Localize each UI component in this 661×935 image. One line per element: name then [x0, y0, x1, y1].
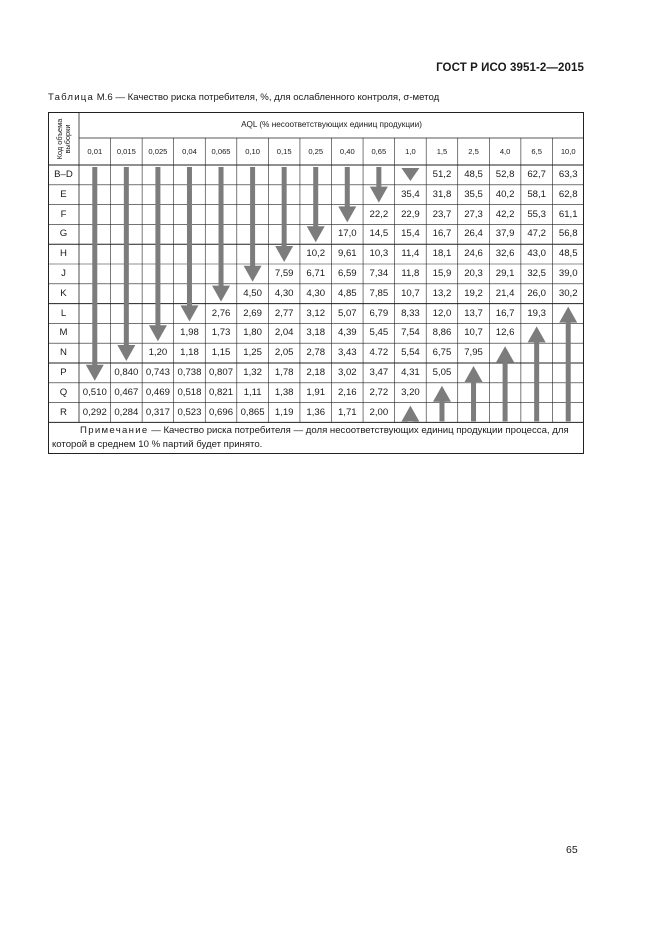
table-cell: 3,20: [401, 386, 420, 398]
table-cell: 26,0: [527, 287, 546, 299]
table-cell: 11,4: [401, 248, 420, 260]
arrow-up-icon: [433, 386, 451, 422]
table-cell: 1,80: [243, 327, 262, 339]
caption-number: М.6: [96, 92, 113, 103]
table-cell: 2,18: [306, 367, 326, 378]
table-cell: 48,5: [558, 248, 578, 260]
table-cell: 0,743: [145, 367, 170, 378]
table-cell: 8,33: [401, 307, 420, 319]
table-cell: 23,7: [432, 208, 452, 220]
row-code: R: [60, 406, 67, 418]
table-cell: 12,6: [495, 327, 515, 339]
arrow-down-icon: [212, 167, 230, 302]
table-cell: 1,38: [274, 386, 294, 398]
table-cell: 42,2: [495, 208, 515, 220]
table-cell: 0,523: [177, 406, 202, 418]
table-cell: 10,7: [464, 327, 483, 339]
table-cell: 4,31: [401, 367, 420, 378]
table-cell: 2,72: [369, 386, 389, 398]
table-cell: 10,3: [369, 248, 389, 260]
row-code: G: [59, 228, 68, 240]
table-cell: 3,02: [337, 367, 357, 378]
table-cell: 13,2: [432, 287, 452, 299]
table-note: [52, 424, 582, 452]
table-cell: 0,738: [177, 367, 202, 378]
aql-column-header: 0,40: [339, 147, 355, 156]
row-code: Q: [59, 386, 68, 398]
table-cell: 1,19: [274, 406, 294, 418]
table-cell: 30,2: [558, 287, 578, 299]
table-cell: 5,45: [369, 327, 389, 339]
table-cell: 2,69: [243, 307, 262, 319]
table-cell: 3,12: [306, 307, 326, 319]
table-cell: 63,3: [558, 169, 578, 180]
aql-column-header: 2,5: [468, 147, 479, 156]
page-number: 65: [566, 844, 578, 856]
table-cell: 0,284: [114, 406, 139, 418]
table-cell: 1,36: [306, 406, 326, 418]
table-cell: 3,18: [306, 327, 326, 339]
risk-table: [48, 112, 584, 454]
table-cell: 10,7: [401, 287, 420, 299]
table-cell: 2,00: [369, 406, 389, 418]
table-cell: 19,3: [527, 307, 546, 319]
aql-column-header: 0,04: [182, 147, 197, 156]
table-cell: 4,30: [274, 287, 294, 299]
table-cell: 27,3: [464, 208, 483, 220]
table-cell: 16,7: [495, 307, 515, 319]
table-cell: 35,4: [401, 188, 420, 200]
table-cell: 21,4: [495, 287, 515, 299]
aql-column-header: 0,10: [245, 147, 260, 156]
arrow-down-icon: [338, 167, 356, 222]
table-cell: 20,3: [464, 268, 483, 279]
table-cell: 5,05: [432, 367, 452, 378]
table-cell: 10,2: [306, 248, 326, 260]
table-cell: 7,59: [274, 268, 294, 279]
table-cell: 0,317: [145, 406, 170, 418]
table-cell: 5,54: [401, 347, 420, 359]
table-cell: 1,20: [148, 347, 168, 359]
aql-column-header: 0,65: [371, 147, 387, 156]
table-cell: 7,54: [401, 327, 420, 339]
aql-column-header: 10,0: [560, 147, 576, 156]
table-cell: 2,16: [337, 386, 357, 398]
row-code: L: [60, 307, 67, 319]
arrow-up-icon: [401, 406, 419, 422]
row-code: P: [60, 367, 67, 378]
table-cell: 3,47: [369, 367, 389, 378]
table-cell: 17,0: [337, 228, 357, 240]
table-cell: 43,0: [527, 248, 546, 260]
aql-column-header: 0,15: [276, 147, 292, 156]
table-cell: 1,71: [337, 406, 357, 418]
table-cell: 0,840: [114, 367, 139, 378]
aql-header: AQL (% несоответствующих единиц продукции): [241, 120, 422, 129]
table-cell: 51,2: [432, 169, 452, 180]
table-cell: 16,7: [432, 228, 452, 240]
table-cell: 0,807: [209, 367, 234, 378]
row-code: N: [60, 347, 67, 359]
aql-column-header: 1,0: [405, 147, 416, 156]
table-cell: 48,5: [464, 169, 483, 180]
table-cell: 0,821: [209, 386, 234, 398]
aql-column-header: 6,5: [531, 147, 542, 156]
table-cell: 62,8: [558, 188, 578, 200]
caption-text: — Качество риска потребителя, %, для ослабленного контроля, σ-метод: [115, 92, 440, 103]
table-cell: 29,1: [495, 268, 515, 279]
row-code: J: [61, 268, 66, 279]
table-cell: 11,8: [401, 268, 420, 279]
table-cell: 3,43: [337, 347, 357, 359]
code-header: [48, 112, 79, 165]
table-cell: 58,1: [527, 188, 546, 200]
table-cell: 0,469: [145, 386, 170, 398]
table-cell: 7,85: [369, 287, 389, 299]
table-cell: 1,25: [243, 347, 262, 359]
table-cell: 2,76: [211, 307, 231, 319]
table-cell: 1,91: [306, 386, 326, 398]
aql-column-header: 0,065: [211, 147, 231, 156]
table-cell: 0,510: [82, 386, 107, 398]
table-cell: 12,0: [432, 307, 452, 319]
standard-header: ГОСТ Р ИСО 3951-2—2015: [436, 62, 584, 74]
aql-column-header: 4,0: [499, 147, 511, 156]
table-cell: 4,50: [243, 287, 262, 299]
note-text: — Качество риска потребителя — доля несоответствующих единиц продукции процесса, для которой в среднем 10 % партий будет принято.: [52, 425, 569, 450]
table-cell: 22,2: [369, 208, 389, 220]
caption-prefix: Таблица: [48, 92, 95, 103]
arrow-down-icon: [275, 167, 293, 262]
table-cell: 13,7: [464, 307, 483, 319]
table-cell: 0,292: [82, 406, 107, 418]
row-code: K: [60, 287, 67, 299]
code-header-text: Код объема выборки: [54, 118, 72, 159]
table-cell: 5,07: [337, 307, 357, 319]
table-cell: 1,15: [211, 347, 231, 359]
row-code: F: [60, 208, 67, 220]
table-cell: 1,73: [211, 327, 231, 339]
row-code: E: [60, 188, 67, 200]
table-cell: 1,18: [180, 347, 199, 359]
note-label: Примечание: [80, 425, 149, 436]
row-code: B–D: [54, 169, 73, 180]
table-cell: 37,9: [495, 228, 515, 240]
table-cell: 9,61: [337, 248, 357, 260]
table-cell: 32,6: [495, 248, 515, 260]
table-cell: 7,34: [369, 268, 389, 279]
table-cell: 32,5: [527, 268, 546, 279]
table-cell: 40,2: [495, 188, 515, 200]
table-cell: 6,79: [369, 307, 389, 319]
table-cell: 19,2: [464, 287, 483, 299]
table-cell: 47,2: [527, 228, 546, 240]
arrow-up-icon: [496, 346, 514, 421]
arrow-down-icon: [401, 168, 419, 181]
table-cell: 39,0: [558, 268, 578, 279]
row-code: M: [59, 327, 68, 339]
aql-column-header: 0,015: [116, 147, 136, 156]
table-cell: 1,32: [243, 367, 262, 378]
table-cell: 1,11: [243, 386, 262, 398]
table-cell: 55,3: [527, 208, 546, 220]
table-cell: 56,8: [558, 228, 578, 240]
table-cell: 1,98: [180, 327, 199, 339]
row-code: H: [60, 248, 67, 260]
table-cell: 24,6: [464, 248, 483, 260]
table-cell: 4,85: [337, 287, 357, 299]
arrow-down-icon: [86, 167, 104, 381]
aql-column-header: 1,5: [436, 147, 448, 156]
table-cell: 2,78: [306, 347, 326, 359]
table-cell: 4,39: [337, 327, 357, 339]
table-cell: 2,05: [274, 347, 294, 359]
table-cell: 0,518: [177, 386, 202, 398]
table-cell: 4,30: [306, 287, 326, 299]
arrow-up-icon: [465, 366, 483, 421]
table-cell: 6,59: [337, 268, 357, 279]
arrow-up-icon: [528, 326, 546, 421]
table-cell: 61,1: [558, 208, 578, 220]
table-cell: 26,4: [464, 228, 483, 240]
arrow-down-icon: [149, 167, 167, 341]
table-cell: 7,95: [464, 347, 483, 359]
table-caption: [48, 92, 439, 103]
aql-column-header: 0,01: [87, 147, 103, 156]
aql-column-header: 0,25: [308, 147, 324, 156]
table-cell: 14,5: [369, 228, 389, 240]
table-cell: 2,77: [274, 307, 294, 319]
arrow-up-icon: [559, 307, 577, 422]
table-cell: 0,467: [114, 386, 139, 398]
table-cell: 8,86: [432, 327, 452, 339]
table-cell: 22,9: [401, 208, 420, 220]
aql-column-header: 0,025: [148, 147, 168, 156]
table-cell: 52,8: [495, 169, 515, 180]
table-cell: 4.72: [369, 347, 389, 359]
table-cell: 15,9: [432, 268, 452, 279]
table-cell: 0,865: [240, 406, 265, 418]
table-cell: 15,4: [401, 228, 420, 240]
table-cell: 2,04: [274, 327, 294, 339]
table-cell: 18,1: [432, 248, 452, 260]
table-cell: 6,71: [306, 268, 326, 279]
table-cell: 35,5: [464, 188, 483, 200]
table-cell: 31,8: [432, 188, 452, 200]
table-cell: 0,696: [209, 406, 234, 418]
table-cell: 1,78: [274, 367, 294, 378]
table-cell: 6,75: [432, 347, 452, 359]
table-cell: 62,7: [527, 169, 546, 180]
